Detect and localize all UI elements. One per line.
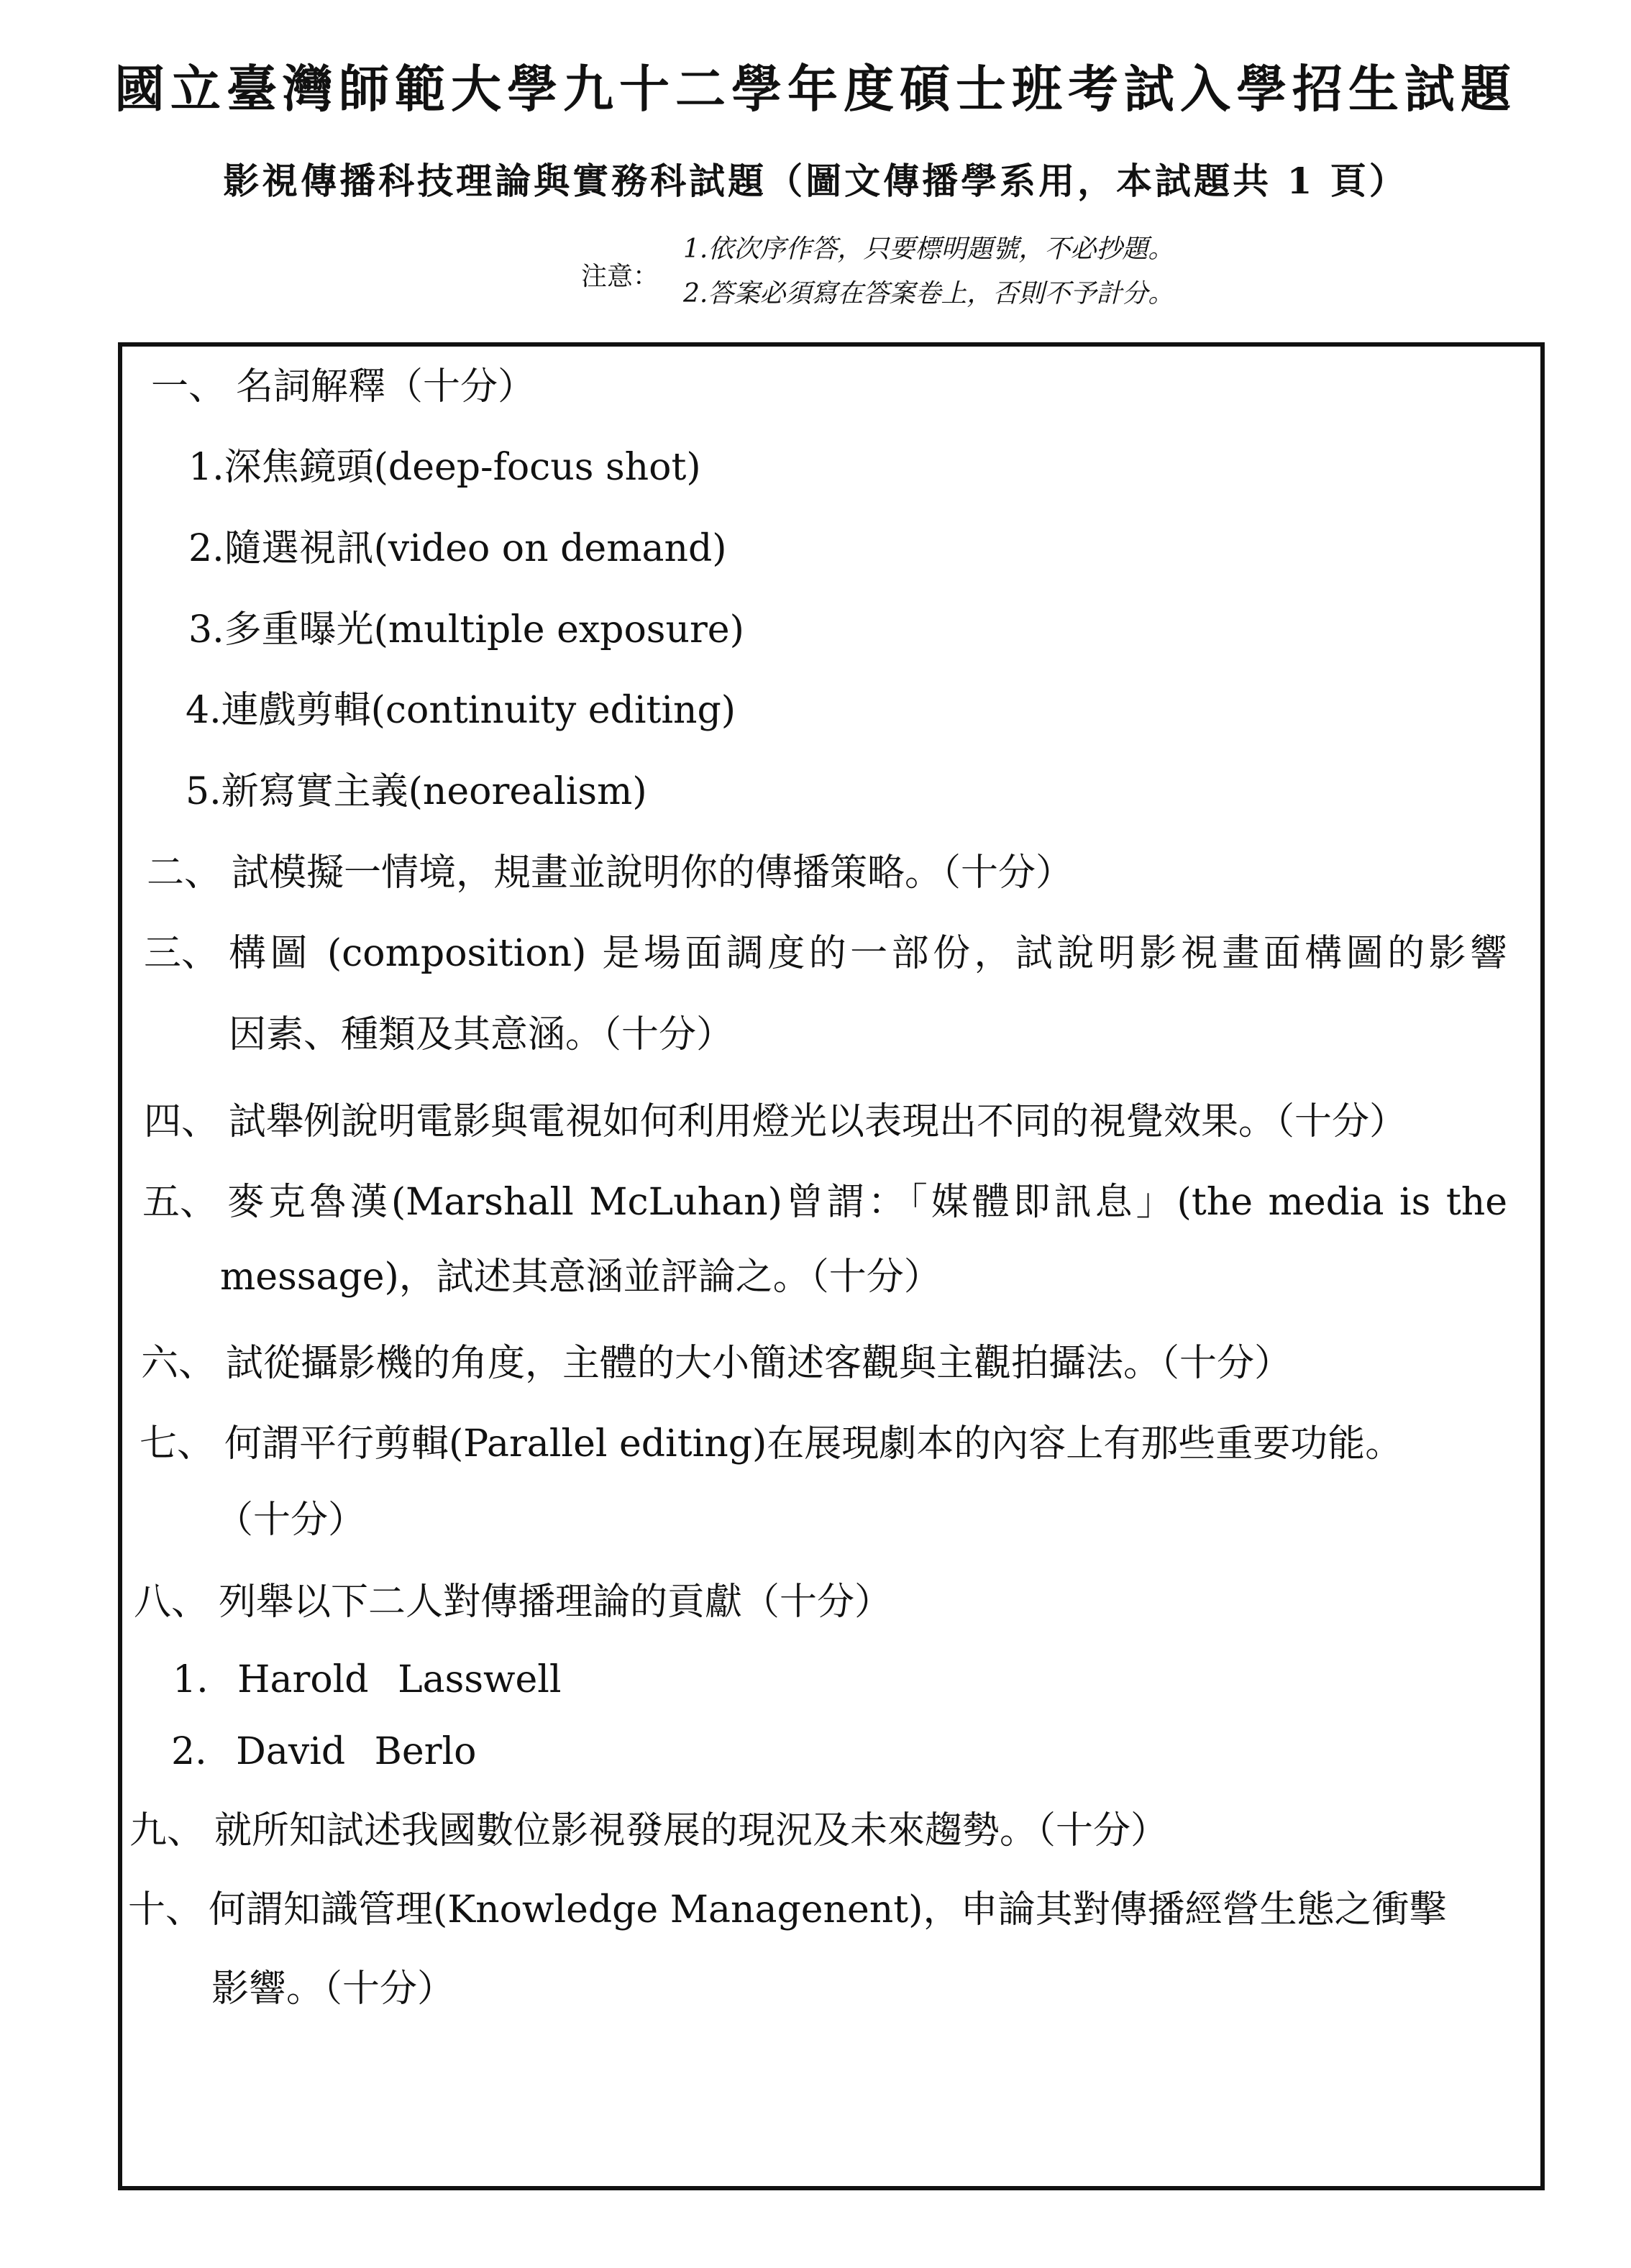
term-item-1: 1.深焦鏡頭(deep-focus shot) [188,446,701,489]
question-number: 四、 [144,1100,219,1143]
question-3-line-1 [144,932,1507,975]
question-text: 何謂知識管理(Knowledge Managenent)，申論其對傳播經營生態之衝擊 [209,1888,1447,1931]
question-text: 試模擬一情境，規畫並說明你的傳播策略。（十分） [232,851,1074,895]
question-number: 八、 [134,1581,209,1624]
term-item-5: 5.新寫實主義(neorealism) [186,770,647,813]
question-5-line-2: message)，試述其意涵並評論之。（十分） [220,1256,941,1299]
question-text: 列舉以下二人對傳播理論的貢獻（十分） [219,1581,892,1624]
question-text: 就所知試述我國數位影視發展的現況及未來趨勢。（十分） [214,1809,1169,1852]
question-4 [144,1100,1407,1143]
question-text: 試從攝影機的角度，主體的大小簡述客觀與主觀拍攝法。（十分） [226,1342,1292,1385]
question-10-line-2: 影響。（十分） [211,1967,455,2011]
notice-item-1: 1.依次序作答，只要標明題號，不必抄題。 [683,234,1174,264]
term-item-4: 4.連戲剪輯(continuity editing) [186,689,736,732]
notice-label: 注意： [581,262,659,291]
question-number: 五、 [142,1181,218,1224]
page-title: 國立臺灣師範大學九十二學年度碩士班考試入學招生試題 [114,59,1517,119]
term-item-2: 2.隨選視訊(video on demand) [188,527,727,570]
question-text: 麥克魯漢(Marshall McLuhan)曾謂：「媒體即訊息」(the media is the [227,1181,1507,1224]
question-text: 名詞解釋（十分） [236,365,536,408]
question-7-line-2: （十分） [216,1499,366,1542]
question-2 [147,851,1073,895]
question-number: 一、 [151,365,227,408]
question-7-line-1 [140,1422,1402,1465]
question-number: 六、 [141,1342,216,1385]
question-text: 構圖 (composition) 是場面調度的一部份，試說明影視畫面構圖的影響 [229,932,1507,975]
question-text: 何謂平行剪輯(Parallel editing)在展現劇本的內容上有那些重要功能。 [224,1422,1403,1465]
notice-item-2: 2.答案必須寫在答案卷上，否則不予計分。 [683,279,1174,308]
question-5-line-1 [142,1181,1507,1224]
question-number: 九、 [129,1809,205,1852]
question-text: 試舉例說明電影與電視如何利用燈光以表現出不同的視覺效果。（十分） [229,1100,1407,1143]
question-3-line-2: 因素、種類及其意涵。（十分） [229,1013,734,1056]
question-10-line-1 [128,1888,1446,1931]
question-number: 七、 [140,1422,215,1465]
question-8 [134,1581,892,1624]
question-number: 二、 [147,851,222,895]
contributor-item-2: 2. David Berlo [171,1730,477,1773]
exam-subtitle: 影視傳播科技理論與實務科試題（圖文傳播學系用，本試題共 1 頁） [223,160,1408,202]
contributor-item-1: 1. Harold Lasswell [173,1658,562,1701]
question-6 [141,1342,1292,1385]
question-number: 三、 [144,932,219,975]
question-9 [129,1809,1168,1852]
term-item-3: 3.多重曝光(multiple exposure) [188,608,744,651]
question-1 [151,365,535,408]
question-number: 十、 [128,1888,204,1931]
